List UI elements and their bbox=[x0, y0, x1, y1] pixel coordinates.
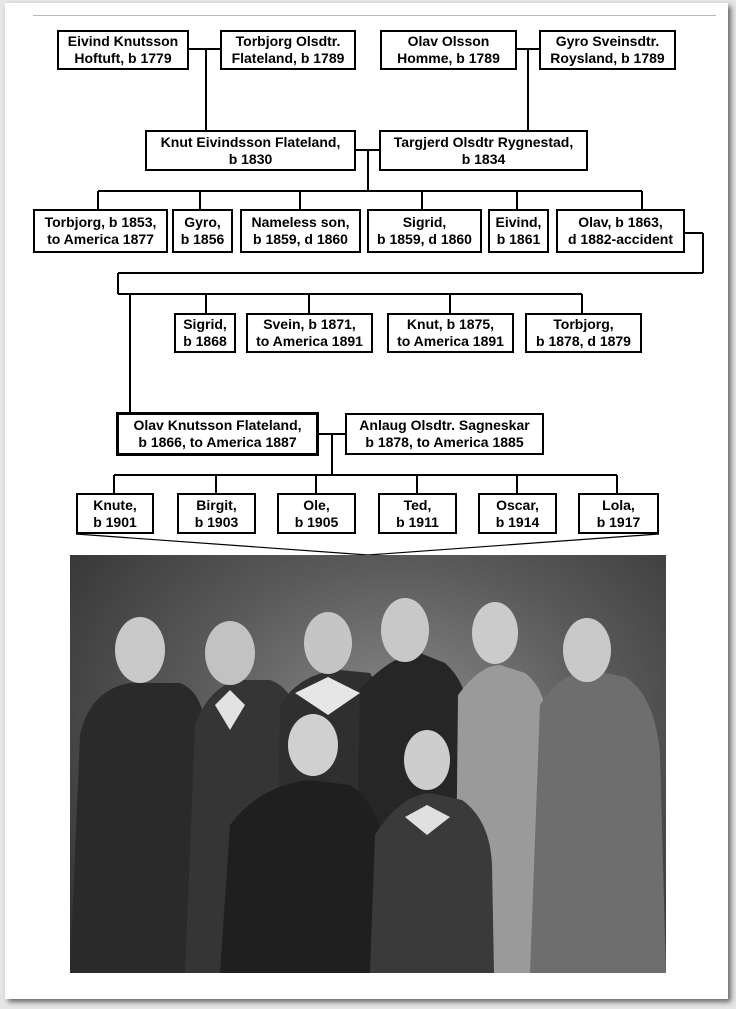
child-line2: to America 1877 bbox=[47, 231, 154, 247]
child-line1: Torbjorg, b 1853, bbox=[44, 214, 157, 230]
grandchild-line2: b 1911 bbox=[396, 513, 439, 530]
grandchild-line1: Knute, bbox=[93, 496, 137, 513]
grandchild-line2: b 1901 bbox=[93, 513, 137, 530]
person-line2: b 1834 bbox=[461, 150, 506, 167]
person-line2: Hoftuft, b 1779 bbox=[74, 50, 172, 66]
child-line2: b 1856 bbox=[180, 231, 225, 247]
family-photograph bbox=[70, 555, 666, 973]
person-line2: b 1866, to America 1887 bbox=[138, 434, 297, 450]
child-line1: Sigrid, bbox=[402, 214, 447, 230]
child-line1: Olav, b 1863, bbox=[578, 214, 663, 230]
child-box-svein bbox=[246, 313, 373, 353]
grandchild-box-ted bbox=[378, 493, 457, 534]
child-box-torbjorg-1878 bbox=[525, 313, 642, 353]
grandchild-line1: Birgit, bbox=[196, 496, 237, 513]
child-line1: Sigrid, bbox=[183, 316, 227, 332]
grandchild-line1: Lola, bbox=[602, 496, 635, 513]
person-line2: Homme, b 1789 bbox=[397, 50, 500, 66]
grandchild-line2: b 1905 bbox=[294, 513, 339, 530]
person-line1: Olav Knutsson Flateland, bbox=[133, 417, 302, 433]
person-box-olav-olsson bbox=[380, 30, 517, 70]
person-box-targjerd-olsdtr bbox=[379, 130, 588, 171]
child-box-sigrid-1859 bbox=[367, 209, 482, 253]
person-line1: Gyro Sveinsdtr. bbox=[555, 33, 660, 49]
person-box-gyro-sveinsdtr bbox=[539, 30, 676, 70]
person-line2: b 1878, to America 1885 bbox=[365, 434, 524, 450]
child-line2: b 1859, d 1860 bbox=[253, 231, 348, 247]
person-line1: Eivind Knutsson bbox=[67, 33, 179, 49]
child-box-knut-1875 bbox=[387, 313, 514, 353]
person-line1: Torbjorg Olsdtr. bbox=[235, 33, 341, 49]
child-line2: b 1868 bbox=[183, 333, 227, 349]
child-line2: to America 1891 bbox=[256, 333, 363, 349]
grandchild-line2: b 1914 bbox=[495, 513, 540, 530]
grandchild-box-lola bbox=[578, 493, 659, 534]
child-line1: Gyro, bbox=[184, 214, 221, 230]
child-line2: to America 1891 bbox=[397, 333, 504, 349]
child-box-torbjorg bbox=[33, 209, 168, 253]
person-box-anlaug-olsdtr bbox=[345, 413, 544, 455]
person-line2: b 1830 bbox=[228, 150, 273, 167]
person-box-torbjorg-olsdtr bbox=[220, 30, 356, 70]
grandchild-box-knute bbox=[76, 493, 154, 534]
child-line2: b 1861 bbox=[496, 231, 541, 247]
person-line2: Roysland, b 1789 bbox=[550, 50, 665, 66]
child-line2: b 1859, d 1860 bbox=[377, 231, 472, 247]
person-line1: Olav Olsson bbox=[407, 33, 490, 49]
child-box-olav-1863 bbox=[556, 209, 685, 253]
grandchild-line2: b 1917 bbox=[596, 513, 641, 530]
child-box-sigrid-1868 bbox=[174, 313, 236, 353]
grandchild-line1: Oscar, bbox=[496, 496, 539, 513]
grandchild-box-birgit bbox=[177, 493, 256, 534]
family-photo-figures bbox=[70, 555, 666, 973]
child-line1: Svein, b 1871, bbox=[263, 316, 356, 332]
grandchild-line1: Ted, bbox=[403, 496, 432, 513]
child-line1: Nameless son, bbox=[251, 214, 350, 230]
child-box-eivind bbox=[488, 209, 549, 253]
child-box-gyro bbox=[172, 209, 233, 253]
child-line2: d 1882-accident bbox=[567, 231, 674, 247]
grandchild-box-oscar bbox=[478, 493, 557, 534]
person-box-knut-eivindsson bbox=[145, 130, 356, 171]
person-box-eivind-knutsson bbox=[57, 30, 189, 70]
child-line1: Knut, b 1875, bbox=[406, 316, 495, 332]
person-line1: Knut Eivindsson Flateland, bbox=[160, 133, 341, 150]
person-line1: Anlaug Olsdtr. Sagneskar bbox=[359, 417, 530, 433]
grandchild-line1: Ole, bbox=[303, 496, 330, 513]
child-line2: b 1878, d 1879 bbox=[536, 333, 631, 349]
person-line1: Targjerd Olsdtr Rygnestad, bbox=[393, 133, 574, 150]
grandchild-line2: b 1903 bbox=[194, 513, 239, 530]
child-box-nameless-son bbox=[240, 209, 361, 253]
person-box-olav-knutsson bbox=[116, 412, 319, 456]
grandchild-box-ole bbox=[277, 493, 356, 534]
child-line1: Eivind, bbox=[495, 214, 542, 230]
person-line2: Flateland, b 1789 bbox=[231, 50, 345, 66]
child-line1: Torbjorg, bbox=[553, 316, 614, 332]
